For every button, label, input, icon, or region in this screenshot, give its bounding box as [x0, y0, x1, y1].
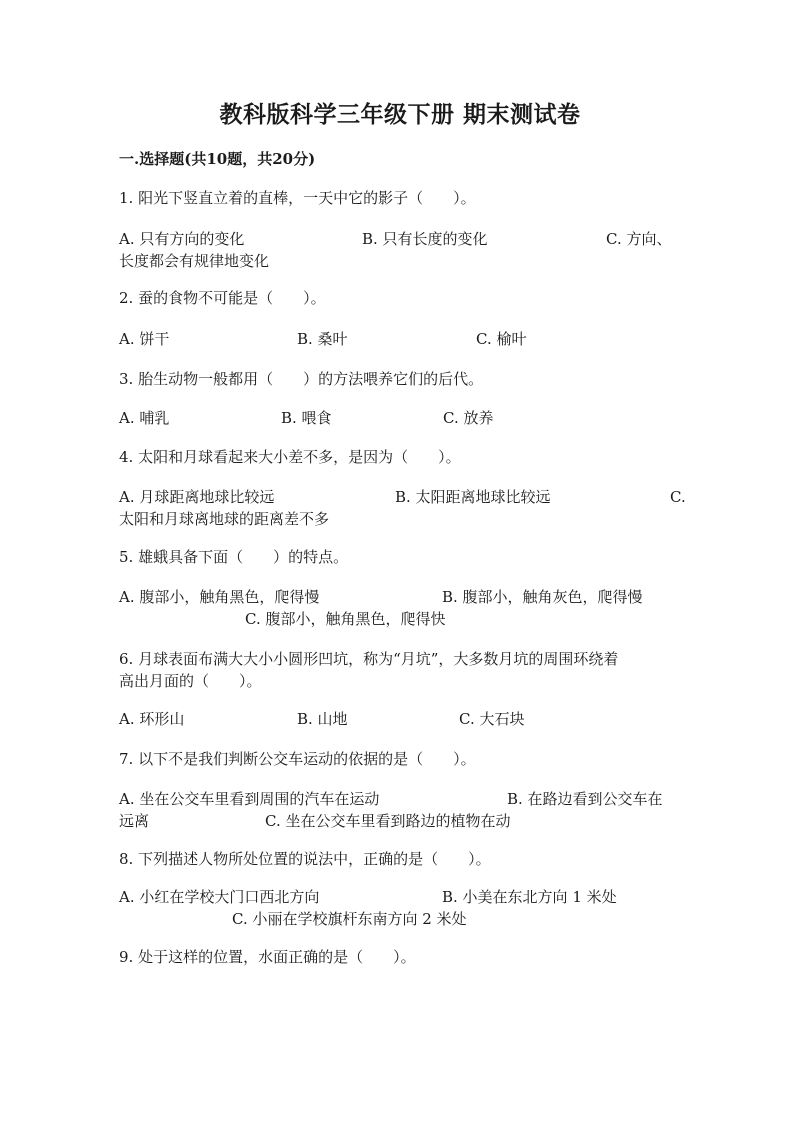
section-heading: 一.选择题(共10题，共20分) [119, 150, 316, 168]
option-c: C. 榆叶 [476, 330, 527, 348]
option-a: A. 小红在学校大门口西北方向 [119, 888, 320, 906]
option-b: B. 桑叶 [297, 330, 348, 348]
question-8-options [119, 886, 687, 930]
option-c: C. 小丽在学校旗杆东南方向 2 米处 [232, 910, 467, 928]
question-1-options [119, 228, 687, 272]
question-3-stem: 3. 胎生动物一般都用（ ）的方法喂养它们的后代。 [119, 370, 484, 388]
option-c: C. 大石块 [459, 710, 525, 728]
question-9-stem: 9. 处于这样的位置，水面正确的是（ ）。 [119, 948, 416, 966]
option-a: A. 月球距离地球比较远 [119, 488, 275, 506]
option-c: C. 腹部小，触角黑色，爬得快 [245, 610, 446, 628]
option-a: A. 坐在公交车里看到周围的汽车在运动 [119, 790, 380, 808]
option-b: B. 喂食 [281, 409, 332, 427]
question-8-stem: 8. 下列描述人物所处位置的说法中，正确的是（ ）。 [119, 850, 491, 868]
question-5-options [119, 586, 687, 630]
question-7-stem: 7. 以下不是我们判断公交车运动的依据的是（ ）。 [119, 750, 476, 768]
question-4-stem: 4. 太阳和月球看起来大小差不多，是因为（ ）。 [119, 448, 461, 466]
question-6-stem-continued: 高出月面的（ ）。 [119, 672, 262, 690]
option-c: C. 放养 [443, 409, 494, 427]
option-a: A. 环形山 [119, 710, 185, 728]
question-7-options [119, 788, 687, 832]
option-b: B. 小美在东北方向 1 米处 [442, 888, 617, 906]
option-c-continued: 太阳和月球离地球的距离差不多 [119, 510, 330, 528]
option-b: B. 只有长度的变化 [362, 230, 488, 248]
option-b: B. 山地 [297, 710, 348, 728]
option-a: A. 只有方向的变化 [119, 230, 245, 248]
option-a: A. 哺乳 [119, 409, 170, 427]
option-a: A. 饼干 [119, 330, 170, 348]
option-c-continued: 长度都会有规律地变化 [119, 252, 270, 270]
question-3-options [119, 407, 687, 429]
question-5-stem: 5. 雄蛾具备下面（ ）的特点。 [119, 548, 349, 566]
option-c: C. 坐在公交车里看到路边的植物在动 [265, 812, 511, 830]
question-2-stem: 2. 蚕的食物不可能是（ ）。 [119, 289, 326, 307]
question-6-stem: 6. 月球表面布满大大小小圆形凹坑，称为“月坑”，大多数月坑的周围环绕着 [119, 650, 619, 668]
option-c: C. [670, 488, 686, 506]
option-b: B. 在路边看到公交车在 [507, 790, 663, 808]
option-b: B. 太阳距离地球比较远 [395, 488, 551, 506]
question-6-options [119, 708, 687, 730]
question-1-stem: 1. 阳光下竖直立着的直棒，一天中它的影子（ ）。 [119, 189, 476, 207]
question-2-options [119, 328, 687, 350]
page-title: 教科版科学三年级下册 期末测试卷 [219, 101, 581, 128]
question-4-options [119, 486, 687, 530]
option-b-continued: 远离 [119, 812, 150, 830]
option-c: C. 方向、 [606, 230, 672, 248]
option-b: B. 腹部小，触角灰色，爬得慢 [442, 588, 643, 606]
option-a: A. 腹部小，触角黑色，爬得慢 [119, 588, 320, 606]
